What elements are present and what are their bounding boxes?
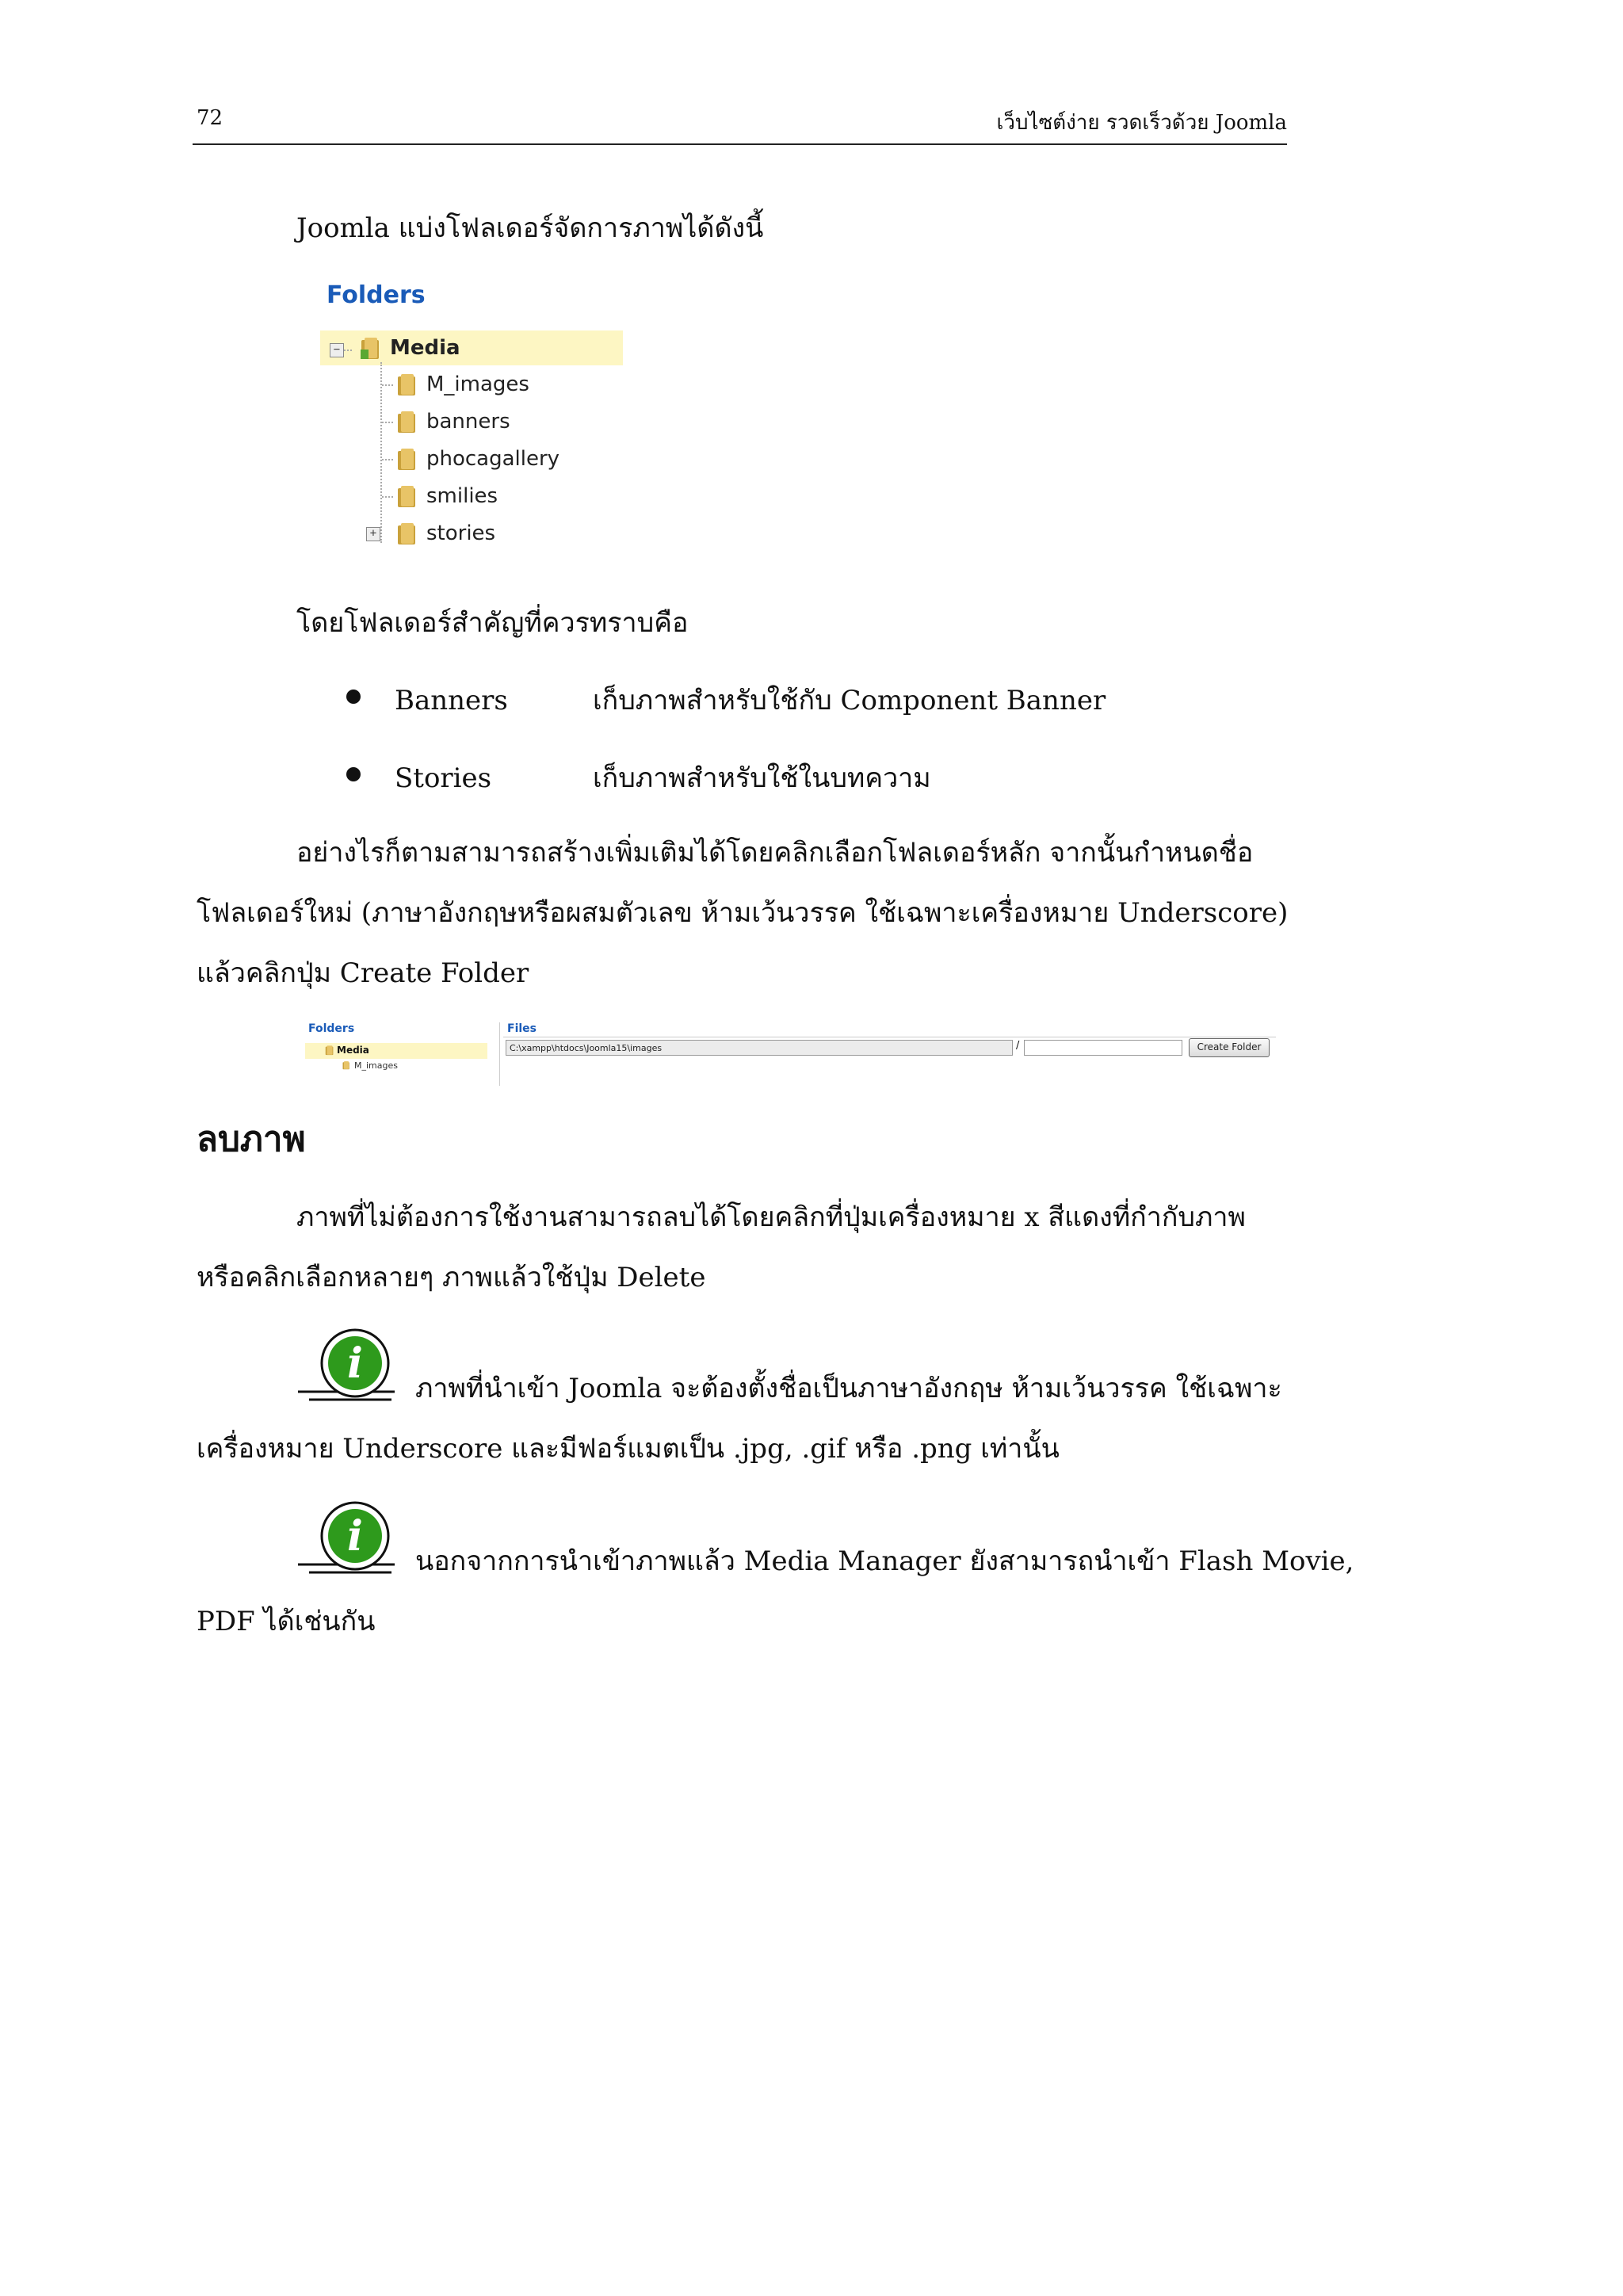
files-label: Files — [507, 1022, 537, 1035]
paragraph-line: แล้วคลิกปุ่ม Create Folder — [197, 957, 529, 989]
section-heading: ลบภาพ — [197, 1119, 306, 1159]
path-field: C:\xampp\htdocs\Joomla15\images — [506, 1040, 1013, 1056]
paragraph-line: อย่างไรก็ตามสามารถสร้างเพิ่มเติมได้โดยคลิกเลือกโฟลเดอร์หลัก จากนั้นกำหนดชื่อ — [296, 837, 1254, 869]
folder-tree-screenshot: Folders − Media M_images banners phocagallery smilies + stories — [317, 273, 634, 575]
panel-divider — [499, 1022, 500, 1086]
folder-icon — [395, 446, 420, 472]
bullet-icon — [346, 690, 361, 704]
folder-icon — [342, 1060, 351, 1070]
info-icon — [293, 1498, 404, 1585]
folder-icon — [358, 335, 384, 361]
intro-text: Joomla แบ่งโฟลเดอร์จัดการภาพได้ดังนี้ — [296, 212, 764, 244]
paragraph-line: หรือคลิกเลือกหลายๆ ภาพแล้วใช้ปุ่ม Delete — [197, 1262, 706, 1293]
info-icon — [293, 1325, 404, 1412]
note-line: ภาพที่นำเข้า Joomla จะต้องตั้งชื่อเป็นภาษาอังกฤษ ห้ามเว้นวรรค ใช้เฉพาะ — [415, 1373, 1282, 1404]
collapse-toggle-icon[interactable]: − — [330, 343, 344, 357]
bullet-desc: เก็บภาพสำหรับใช้กับ Component Banner — [593, 685, 1106, 716]
tree-line — [382, 422, 393, 423]
svg-text:i: i — [347, 1339, 363, 1388]
page-number: 72 — [197, 106, 223, 130]
folder-icon — [395, 521, 420, 546]
note-line: เครื่องหมาย Underscore และมีฟอร์แมตเป็น .jpg, .gif หรือ .png เท่านั้น — [197, 1433, 1060, 1465]
tree-line — [382, 459, 393, 460]
bullet-desc: เก็บภาพสำหรับใช้ในบทความ — [593, 762, 931, 794]
note-line: PDF ได้เช่นกัน — [197, 1606, 376, 1637]
folders-title: Folders — [327, 281, 426, 309]
tree-item-m-images[interactable]: M_images — [354, 1060, 398, 1071]
folder-icon — [395, 483, 420, 509]
paragraph-line: ภาพที่ไม่ต้องการใช้งานสามารถลบได้โดยคลิกที่ปุ่มเครื่องหมาย x สีแดงที่กำกับภาพ — [296, 1201, 1246, 1233]
folder-icon — [395, 409, 420, 434]
create-folder-screenshot — [305, 1022, 1280, 1086]
folder-name-input[interactable] — [1024, 1040, 1182, 1056]
tree-line — [382, 496, 393, 498]
tree-item-media[interactable]: Media — [337, 1045, 369, 1056]
bullet-icon — [346, 767, 361, 781]
path-separator: / — [1016, 1040, 1020, 1052]
note-line: นอกจากการนำเข้าภาพแล้ว Media Manager ยังสามารถนำเข้า Flash Movie, — [415, 1545, 1354, 1577]
folder-icon — [395, 372, 420, 397]
bullet-term: Banners — [395, 685, 508, 716]
important-intro: โดยโฟลเดอร์สำคัญที่ควรทราบคือ — [296, 607, 689, 639]
expand-toggle-icon[interactable]: + — [366, 527, 380, 541]
running-title: เว็บไซต์ง่าย รวดเร็วด้วย Joomla — [996, 111, 1287, 135]
header-rule — [193, 143, 1287, 145]
tree-line — [382, 384, 393, 386]
tree-line — [380, 362, 382, 543]
svg-text:i: i — [347, 1512, 363, 1561]
bullet-term: Stories — [395, 762, 492, 794]
folder-icon — [324, 1045, 335, 1056]
folders-label: Folders — [308, 1022, 355, 1035]
create-folder-button[interactable]: Create Folder — [1189, 1038, 1270, 1057]
paragraph-line: โฟลเดอร์ใหม่ (ภาษาอังกฤษหรือผสมตัวเลข ห้ามเว้นวรรค ใช้เฉพาะเครื่องหมาย Underscore) — [197, 897, 1289, 929]
